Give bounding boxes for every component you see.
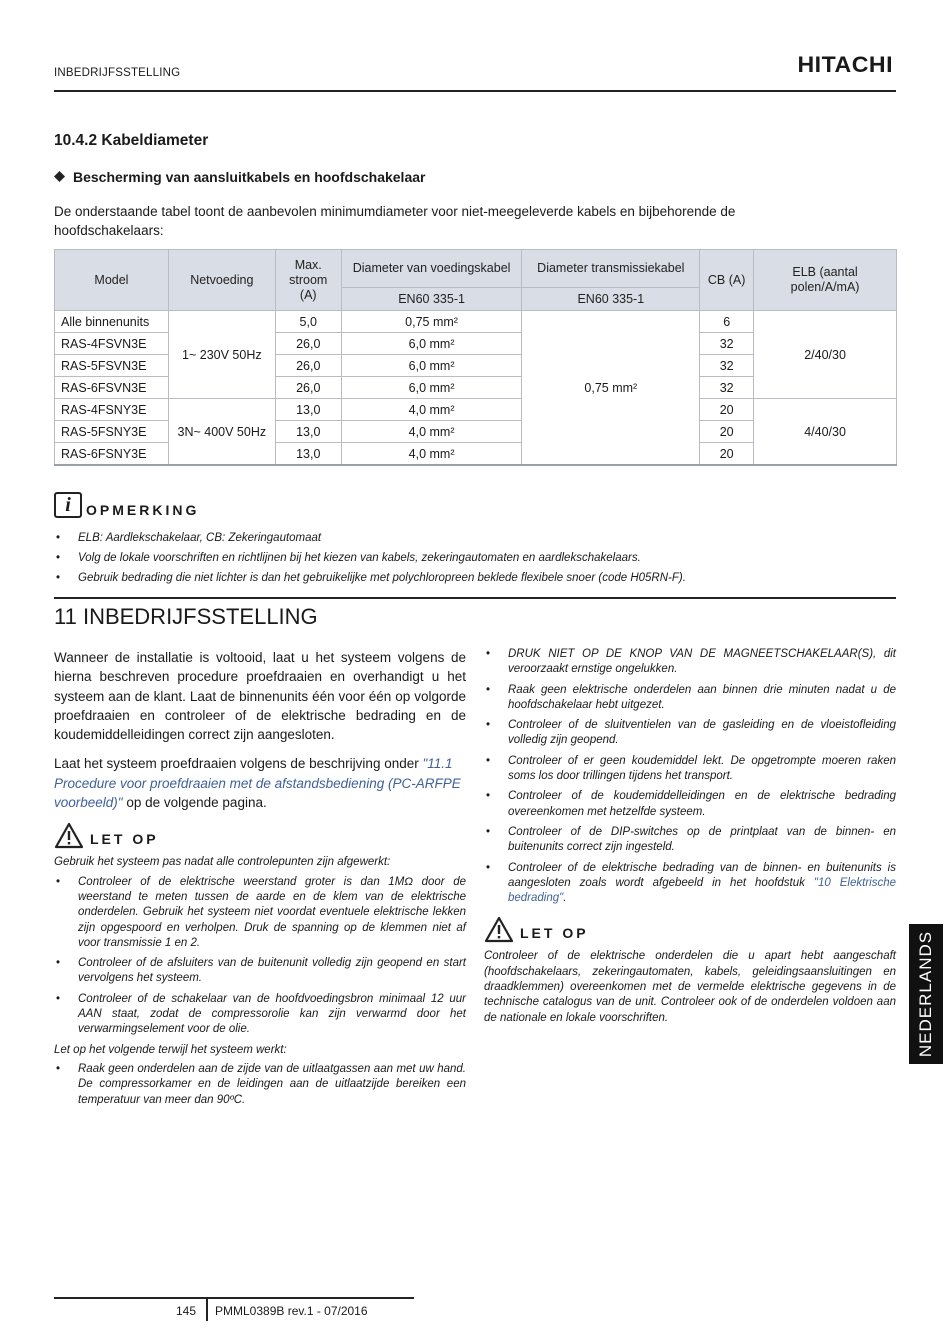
section-divider [54, 597, 896, 599]
cell-diameter: 4,0 mm² [341, 399, 522, 421]
note-title: OPMERKING [86, 502, 200, 518]
document-id: PMML0389B rev.1 - 07/2016 [215, 1304, 368, 1318]
cell-trans-all: 0,75 mm² [522, 311, 700, 466]
cell-cb: 32 [700, 355, 754, 377]
cell-diameter: 4,0 mm² [341, 421, 522, 443]
list-item: • Controleer of de koudemiddelleidingen en de elektrische bedrading overeenkomen met hetzelfde systeem. [484, 789, 896, 820]
cell-diameter: 6,0 mm² [341, 355, 522, 377]
right-column [484, 647, 896, 1026]
page-number: 145 [176, 1304, 197, 1318]
header-model: Model [55, 250, 169, 311]
procedure-text: Laat het systeem proefdraaien volgens de beschrijving onder [54, 756, 423, 772]
cell-current: 5,0 [275, 311, 341, 333]
warning-triangle-icon [484, 916, 514, 943]
caution-lead: Gebruik het systeem pas nadat alle controlepunten zijn afgewerkt: [54, 856, 391, 869]
cell-model: RAS-5FSNY3E [55, 421, 169, 443]
cell-cb: 20 [700, 421, 754, 443]
note-list [54, 528, 894, 588]
header-max-current: Max. stroom (A) [275, 250, 341, 311]
diamond-bullet-icon [54, 171, 65, 182]
commissioning-paragraph: Wanneer de installatie is voltooid, laat u het systeem volgens de hierna beschreven procedure proefdraaien en overhandigt u het systeem aan de klant. Laat de binnenunits één voor één op volgorde proefdraaien en controleer of de elektrische bedrading en de koudemiddelleidingen correct zijn aangesloten. [54, 650, 466, 743]
info-icon: i [54, 492, 82, 518]
list-item: • Gebruik bedrading die niet lichter is dan het gebruikelijke met polychloropreen beklede flexibele snoer (code H05RN-F). [54, 568, 894, 588]
wiring-link[interactable]: "10 Elektrische bedrading" [508, 876, 896, 905]
header-divider [54, 90, 896, 92]
cell-cb: 32 [700, 333, 754, 355]
cell-model: RAS-5FSVN3E [55, 355, 169, 377]
cell-cb: 32 [700, 377, 754, 399]
caution-title-2: LET OP [520, 924, 589, 941]
list-item: • Controleer of de elektrische weerstand groter is dan 1MΩ door de weerstand te meten tussen de aarde en de klem van de elektrische onderdelen. Gebruik het systeem niet voordat eventuele elektrische lekken zijn opgespoord en verholpen. Druk de spanning op de klemmen niet af voor transmissie 1 en 2. [54, 875, 466, 951]
list-item: • Raak geen onderdelen aan de zijde van de uitlaatgassen aan met uw hand. De compressorkamer en de leidingen aan de uitlaatzijde bereiken een temperatuur van meer dan 90ºC. [54, 1062, 466, 1108]
list-item: • Raak geen elektrische onderdelen aan binnen drie minuten nadat u de hoofdschakelaar hebt uitgezet. [484, 683, 896, 714]
caution-lead-2: Let op het volgende terwijl het systeem werkt: [54, 1043, 287, 1056]
brand-logo: HITACHI [797, 52, 893, 77]
cell-power-1ph: 1~ 230V 50Hz [168, 311, 275, 399]
caution-title: LET OP [90, 830, 159, 847]
caution-header [54, 822, 466, 849]
procedure-text-end: op de volgende pagina. [122, 795, 267, 811]
table-row [55, 311, 897, 333]
list-item: • Controleer of de sluitventielen van de gasleiding en de vloeistofleiding volledig zijn geopend. [484, 718, 896, 749]
header-trans-cable: Diameter transmissiekabel [522, 250, 700, 288]
cell-elb-3ph: 4/40/30 [754, 399, 897, 466]
cell-model: RAS-4FSVN3E [55, 333, 169, 355]
list-item: • Controleer of de afsluiters van de buitenunit volledig zijn geopend en start vervolgens het systeem. [54, 956, 466, 987]
header-power-cable-std: EN60 335-1 [341, 288, 522, 311]
list-item: • Controleer of de schakelaar van de hoofdvoedingsbron minimaal 12 uur AAN staat, zodat de compressorolie kan zijn verwarmd door het verwarmingselement voor de olie. [54, 992, 466, 1038]
cell-power-3ph: 3N~ 400V 50Hz [168, 399, 275, 466]
header-elb: ELB (aantal polen/A/mA) [754, 250, 897, 311]
header-power: Netvoeding [168, 250, 275, 311]
procedure-link[interactable]: "11.1 Procedure voor proefdraaien met de afstandsbediening (PC-ARFPE voorbeeld)" [54, 756, 461, 811]
chapter-title: 11 INBEDRIJFSSTELLING [54, 604, 318, 629]
running-header: INBEDRIJFSSTELLING [54, 67, 181, 79]
footer-rule [54, 1297, 414, 1299]
cell-current: 26,0 [275, 377, 341, 399]
caution-header-2 [484, 916, 896, 943]
header-power-cable: Diameter van voedingskabel [341, 250, 522, 288]
note-header [54, 492, 199, 518]
left-column [54, 648, 466, 1113]
list-item: • DRUK NIET OP DE KNOP VAN DE MAGNEETSCHAKELAAR(S), dit veroorzaakt ernstige ongelukken. [484, 647, 896, 678]
cell-current: 13,0 [275, 421, 341, 443]
cell-model: Alle binnenunits [55, 311, 169, 333]
check-list [484, 647, 896, 906]
header-cb: CB (A) [700, 250, 754, 311]
caution-list-2 [54, 1062, 466, 1108]
cell-current: 26,0 [275, 333, 341, 355]
cell-cb: 6 [700, 311, 754, 333]
language-tab-label: NEDERLANDS [916, 930, 935, 1058]
cell-diameter: 0,75 mm² [341, 311, 522, 333]
list-item: • Controleer of er geen koudemiddel lekt. De opgetrompte moeren raken soms los door trillingen tijdens het transport. [484, 754, 896, 785]
table-row [55, 399, 897, 421]
wiring-check-end: . [563, 892, 567, 905]
subsection-title-text: Bescherming van aansluitkabels en hoofdschakelaar [73, 169, 426, 185]
list-item: • Controleer of de DIP-switches op de printplaat van de binnen- en buitenunits correct zijn ingesteld. [484, 825, 896, 856]
cell-diameter: 4,0 mm² [341, 443, 522, 466]
cell-current: 13,0 [275, 399, 341, 421]
list-item: • ELB: Aardlekschakelaar, CB: Zekeringautomaat [54, 528, 894, 548]
footer-separator [206, 1297, 208, 1321]
header-trans-cable-std: EN60 335-1 [522, 288, 700, 311]
cell-diameter: 6,0 mm² [341, 333, 522, 355]
cell-diameter: 6,0 mm² [341, 377, 522, 399]
cell-model: RAS-4FSNY3E [55, 399, 169, 421]
cell-current: 26,0 [275, 355, 341, 377]
cell-model: RAS-6FSNY3E [55, 443, 169, 466]
cell-cb: 20 [700, 443, 754, 466]
cable-spec-table [54, 249, 897, 466]
wiring-check-text: Controleer of de elektrische bedrading van de binnen- en buitenunits is aangesloten zoals wordt afgebeeld in het hoofdstuk [508, 861, 896, 889]
procedure-paragraph [54, 754, 466, 812]
list-item: • Volg de lokale voorschriften en richtlijnen bij het kiezen van kabels, zekeringautomaten en aardlekschakelaars. [54, 548, 894, 568]
cell-cb: 20 [700, 399, 754, 421]
caution-text-2: Controleer of de elektrische onderdelen die u apart hebt aangeschaft (hoofdschakelaars, zekeringautomaten, kabels, geleidingsaansluitingen en draadklemmen) overeenkomen met de vermelde elektrische gegevens in de technische catalogus van de unit. Controleer ook of de onderdelen voldoen aan de nationale en lokale voorschriften. [484, 950, 896, 1024]
warning-triangle-icon [54, 822, 84, 849]
subsection-title [54, 169, 425, 185]
cell-elb-1ph: 2/40/30 [754, 311, 897, 399]
cell-model: RAS-6FSVN3E [55, 377, 169, 399]
caution-list [54, 875, 466, 1038]
cell-current: 13,0 [275, 443, 341, 466]
section-title: 10.4.2 Kabeldiameter [54, 132, 209, 149]
list-item [484, 861, 896, 907]
intro-paragraph: De onderstaande tabel toont de aanbevolen minimumdiameter voor niet-meegeleverde kabels en bijbehorende de hoofdschakelaars: [54, 204, 736, 238]
